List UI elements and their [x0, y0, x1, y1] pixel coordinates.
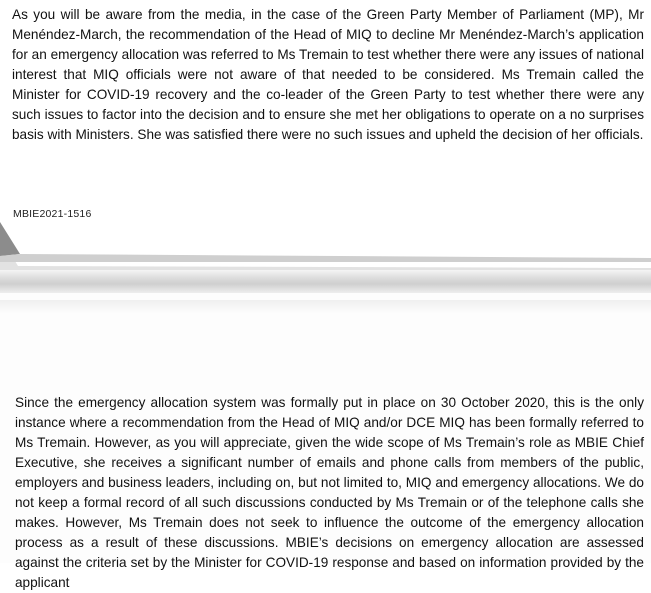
- paragraph-bottom: Since the emergency allocation system was formally put in place on 30 October 2020, this is the only instance where a recommendation from the Head of MIQ and/or DCE MIQ has been formally referred to Ms Tremain. However, as you will appreciate, given the wide scope of Ms Tremain’s role as MBIE Chief Executive, she receives a significant number of emails and phone calls from members of the public, employers and business leaders, including on, but not limited to, MIQ and emergency allocations. We do not keep a formal record of all such discussions conducted by Ms Tremain or of the telephone calls she makes. However, Ms Tremain does not seek to influence the outcome of the emergency allocation process as a result of these discussions. MBIE’s decisions on emergency allocation are assessed against the criteria set by the Minister for COVID-19 response and based on information provided by the applicant: [15, 395, 644, 590]
- document-reference: MBIE2021-1516: [13, 208, 92, 220]
- footer-wedge-mark: [0, 222, 651, 270]
- page-bottom: [0, 293, 651, 590]
- scan-smudge: [0, 300, 651, 314]
- page-top: [0, 0, 651, 270]
- page-break: [0, 270, 651, 293]
- paragraph-top: As you will be aware from the media, in the case of the Green Party Member of Parliament (MP), Mr Menéndez-March, the recommendation of the Head of MIQ to decline Mr Menéndez-March’s application for an emergency allocation was referred to Ms Tremain to test whether there were any issues of national interest that MIQ officials were not aware of that needed to be considered. Ms Tremain called the Minister for COVID-19 recovery and the co-leader of the Green Party to test whether there were any such issues to factor into the decision and to ensure she met her obligations to operate on a no surprises basis with Ministers. She was satisfied there were no such issues and upheld the decision of her officials.: [12, 7, 644, 142]
